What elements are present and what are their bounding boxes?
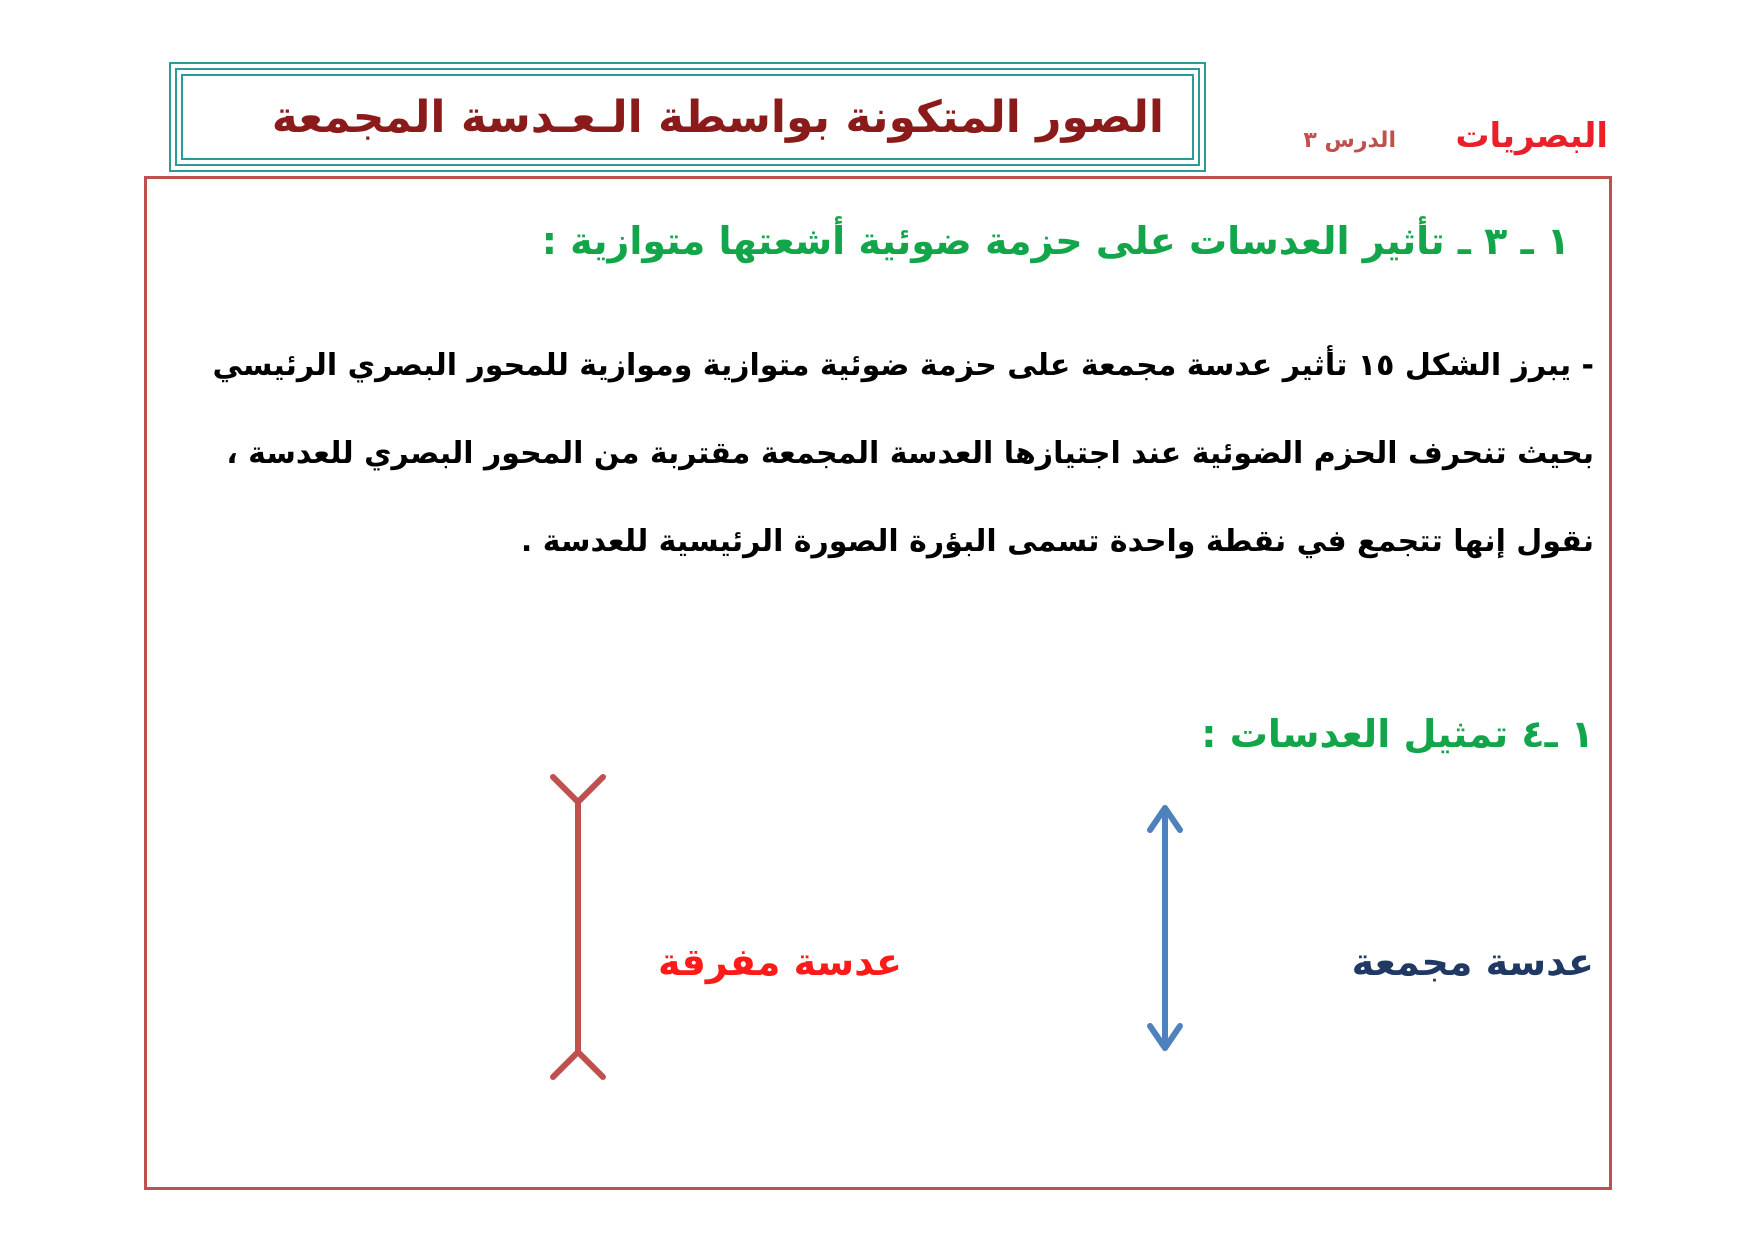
subject-label: البصريات — [1455, 116, 1608, 156]
section-heading-parallel-beam: ١ ـ ٣ ـ تأثير العدسات على حزمة ضوئية أشعتها متوازية : — [541, 219, 1570, 263]
diverging-lens-label: عدسة مفرقة — [658, 940, 902, 984]
title-frame — [169, 62, 1206, 172]
title-frame-inner — [181, 74, 1194, 160]
converging-lens-label: عدسة مجمعة — [1351, 940, 1594, 984]
body-paragraph: - يبرز الشكل ١٥ تأثير عدسة مجمعة على حزمة ضوئية متوازية وموازية للمحور البصري الرئيسي بحيث تنحرف الحزم الضوئية عند اجتيازها العدسة المجمعة مقتربة من المحور البصري للعدسة ، نقول إنها تتجمع في نقطة واحدة تسمى البؤرة الصورة الرئيسية للعدسة . — [212, 348, 1594, 559]
section-heading-lens-representation: ١ ـ٤ تمثيل العدسات : — [1201, 712, 1594, 756]
page-title: الصور المتكونة بواسطة الـعـدسة المجمعة — [271, 91, 1164, 143]
lesson-label: الدرس ٣ — [1303, 128, 1396, 153]
